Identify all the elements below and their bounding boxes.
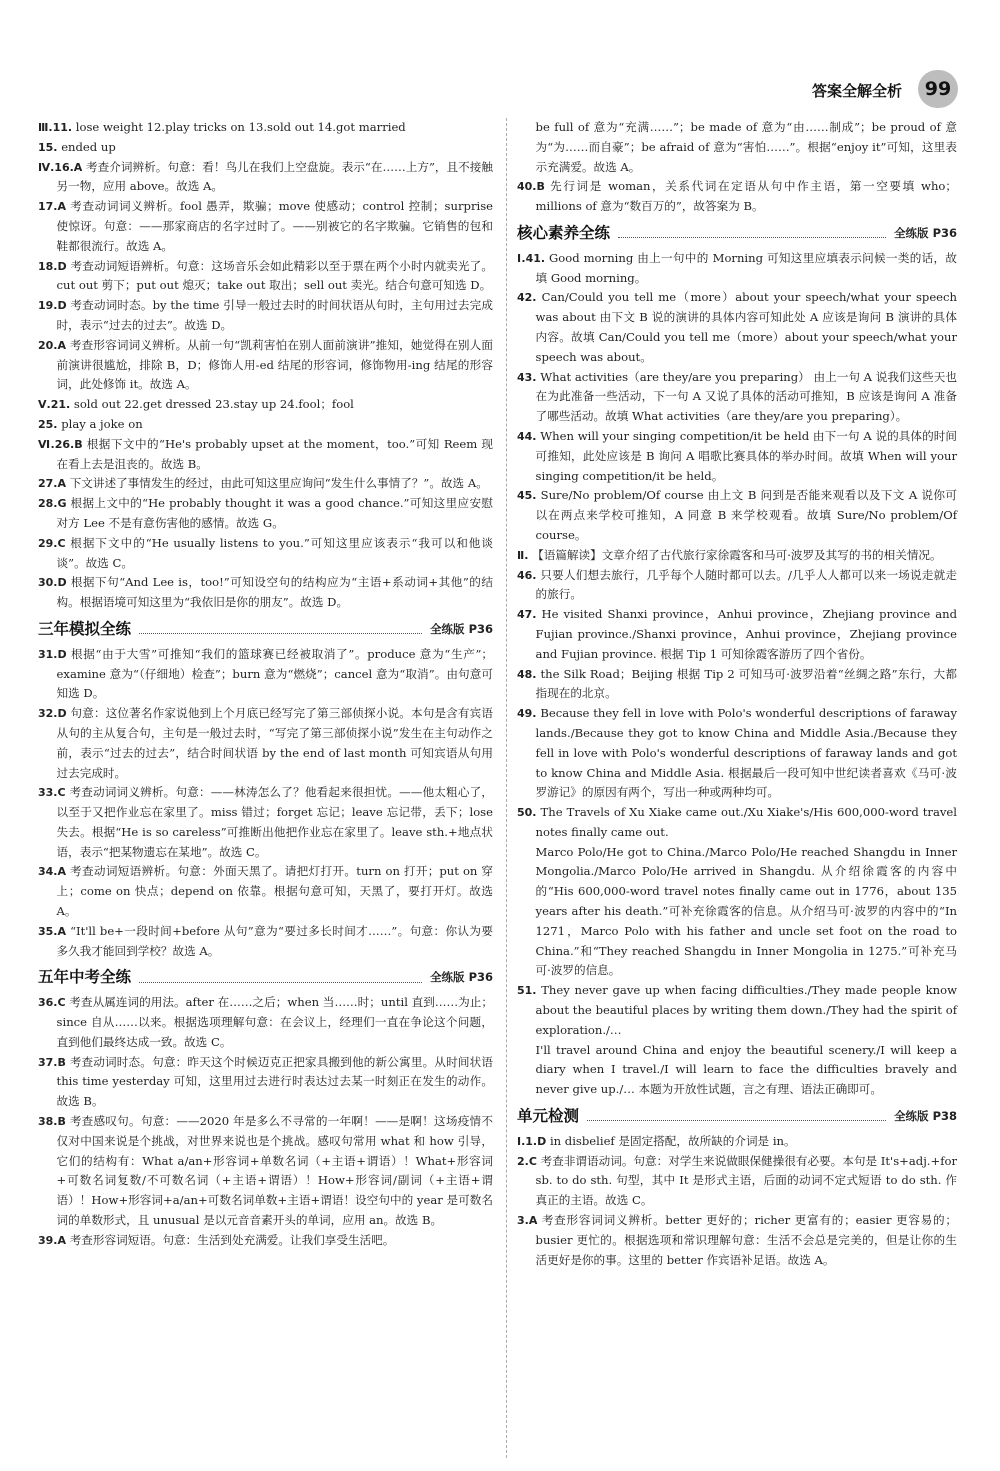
answer-number: 50.: [517, 806, 537, 820]
answer-text: 考查感叹句。句意：——2020 年是多么不寻常的一年啊！——是啊！这场疫情不仅对中国来说是个挑战，对世界来说也是个挑战。感叹句常用 what 和 how 引导，它们的结构有：What a/an+形容词+单数名词（+主语+谓语）！What+形容词+可数名词复数/不可数名词（+主语+谓语）！How+形容词/副词（+主语+谓语）！How+形容词+a/an+可数名词单数+主语+谓语！设空句中的 year 是可数名词的单数形式，且 unusual 是以元音音素开头的单词，应用 an。故选 B。: [56, 1114, 493, 1228]
answer-number: 28.G: [38, 497, 67, 511]
answer-number: 46.: [517, 568, 537, 582]
answer-text: When will your singing competition/it be held 由下一句 A 说的具体的时间可推知，此处应该是 B 询问 A 唱歌比赛具体的举办时间。故填 When will your singing competition/it be held。: [535, 428, 957, 483]
section-rule: [139, 625, 422, 634]
section-heading: [517, 1107, 957, 1127]
answer-item: [38, 138, 493, 158]
answer-item: [38, 336, 493, 395]
answer-number: 40.B: [517, 180, 545, 194]
answer-number: 32.D: [38, 707, 67, 721]
answer-item: [38, 435, 493, 475]
section-title: 单元检测: [517, 1107, 580, 1126]
answer-item: [38, 534, 493, 574]
header-title: 答案全解全析: [812, 82, 903, 100]
answer-item: [517, 249, 957, 289]
answer-number: 15.: [38, 140, 58, 154]
answer-item: [38, 158, 493, 198]
answer-item: [517, 981, 957, 1040]
answer-text: Can/Could you tell me（more）about your speech/what your speech was about 由下文 B 说的演讲的具体内容可知此处 A 应该是询问 B 演讲的具体内容。故填 Can/Could you tell me（more）about your speech/what your speech was about。: [535, 290, 958, 364]
answer-text: They never gave up when facing difficulties./They made people know about the beautiful places by writing them down./They had the spirit of exploration./…: [535, 983, 957, 1037]
answer-text: 考查动词时态。by the time 引导一般过去时的时间状语从句时，主句用过去完成时，表示“过去的过去”。故选 D。: [56, 298, 493, 332]
section-heading: [38, 968, 493, 988]
answer-item: [38, 1053, 493, 1112]
answer-number: 31.D: [38, 647, 67, 661]
answer-item: [38, 474, 493, 494]
answer-number: 27.A: [38, 477, 66, 491]
answer-item: [517, 1132, 957, 1152]
answer-number: 37.B: [38, 1055, 66, 1069]
continued-text: be full of 意为“充满……”；be made of 意为“由……制成”；be proud of 意为“为……而自豪”；be afraid of 意为“害怕……”。根据“enjoy it”可知，这里表示充满爱。故选 A。: [535, 120, 957, 174]
answer-item: [38, 118, 493, 138]
answer-text: Sure/No problem/Of course 由上文 B 问到是否能来观看以及下文 A 说你可以在两点来学校可推知，A 同意 B 来学校观看。故填 Sure/No problem/Of course。: [535, 488, 957, 542]
answer-item: [38, 862, 493, 921]
answer-number: 38.B: [38, 1115, 66, 1129]
section-title: 五年中考全练: [38, 968, 132, 987]
answer-number: 39.A: [38, 1233, 66, 1247]
answer-number: 43.: [517, 370, 537, 384]
answer-item: [517, 486, 957, 545]
answer-item: [38, 922, 493, 962]
answer-text: 考查形容词词义辨析。better 更好的；richer 更富有的；easier 更容易的；busier 更忙的。根据选项和常识理解句意：生活不会总是完美的，但是让你的生活更好是你的事。这里的 better 作宾语补足语。故选 A。: [535, 1213, 957, 1267]
answer-text: 根据“由于大雪”可推知“我们的篮球赛已经被取消了”。produce 意为“生产”；examine 意为“（仔细地）检查”；burn 意为“燃烧”；cancel 意为“取消”。由句意可知选 D。: [56, 646, 493, 701]
answer-number: 17.A: [38, 200, 66, 214]
answer-text: Good morning 由上一句中的 Morning 可知这里应填表示问候一类的话，故填 Good morning。: [535, 250, 957, 285]
section-ref: 全练版 P36: [430, 621, 493, 636]
answer-item: [38, 573, 493, 613]
answer-number: 25.: [38, 417, 58, 431]
answer-number: 19.D: [38, 299, 67, 313]
answer-item: [38, 494, 493, 534]
answer-number: 18.D: [38, 259, 67, 273]
answer-text: “It'll be+一段时间+before 从句”意为“要过多长时间才……”。句意：你认为要多久我才能回到学校？故选 A。: [56, 923, 493, 958]
answer-item: [38, 1231, 493, 1251]
answer-text: in disbelief 是固定搭配，故所缺的介词是 in。: [549, 1133, 796, 1148]
answer-number: Ⅴ.21.: [38, 398, 71, 412]
section-title: 核心素养全练: [517, 223, 611, 242]
answer-item: [517, 288, 957, 367]
column-divider: [506, 118, 507, 1458]
answer-text: 考查介词辨析。句意：看！鸟儿在我们上空盘旋。表示“在……上方”，且不接触另一物，应用 above。故选 A。: [56, 159, 494, 194]
answer-item: [38, 296, 493, 336]
answer-number: Ⅲ.11.: [38, 121, 73, 134]
answer-number: Ⅰ.1.D: [517, 1134, 547, 1148]
answer-text: 考查形容词词义辨析。从前一句“凯莉害怕在别人面前演讲”推知，她觉得在别人面前演讲很尴尬，排除 B，D；修饰人用-ed 结尾的形容词，修饰物用-ing 结尾的形容词，此处修饰 it。故选 A。: [56, 337, 494, 392]
answer-number: 33.C: [38, 786, 66, 800]
answer-number: 2.C: [517, 1154, 537, 1168]
answer-item: [38, 395, 493, 415]
left-column: [38, 118, 493, 1251]
answer-continuation: I'll travel around China and enjoy the beautiful scenery./I will keep a diary when I travel./I will learn to face the difficulties bravely and never give up./… 本题为开放性试题，言之有理、语法正确即可。: [535, 1042, 957, 1097]
answer-text: 考查非谓语动词。句意：对学生来说做眼保健操很有必要。本句是 It's+adj.+for sb. to do sth. 句型，其中 It 是形式主语，后面的动词不定式短语 to do sth. 作真正的主语。故选 C。: [535, 1153, 958, 1208]
answer-item: [38, 1112, 493, 1231]
answer-item: [517, 368, 957, 427]
answer-text: 考查动词词义辨析。句意：——林涛怎么了？他看起来很担忧。——他太粗心了，以至于又把作业忘在家里了。miss 错过；forget 忘记；leave 忘记带，丢下；lose 失去。根据“He is so careless”可推断出他把作业忘在家里了。leave sth.+地点状语，表示“把某物遗忘在某地”。故选 C。: [56, 785, 493, 859]
answer-number: 35.A: [38, 924, 66, 938]
answer-text: 考查动词时态。句意：昨天这个时候迈克正把家具搬到他的新公寓里。从时间状语 this time yesterday 可知，这里用过去进行时表达过去某一时刻正在发生的动作。故选 B。: [56, 1054, 493, 1109]
answer-text: 只要人们想去旅行，几乎每个人随时都可以去。/几乎人人都可以来一场说走就走的旅行。: [535, 567, 957, 602]
right-column: [517, 118, 957, 1270]
answer-text: 下文讲述了事情发生的经过，由此可知这里应询问“发生什么事情了？”。故选 A。: [69, 476, 488, 491]
answer-number: 3.A: [517, 1214, 538, 1228]
answer-number: Ⅳ.16.A: [38, 160, 83, 174]
answer-item: [517, 704, 957, 803]
answer-text: play a joke on: [61, 416, 143, 431]
section-rule: [139, 974, 422, 983]
answer-text: ended up: [61, 139, 116, 154]
answer-number: 20.A: [38, 338, 66, 352]
answer-item: [517, 803, 957, 843]
page-number: 99: [918, 70, 958, 108]
answer-text: 句意：这位著名作家说他到上个月底已经写完了第三部侦探小说。本句是含有宾语从句的主从复合句，主句是一般过去时，“写完了第三部侦探小说”发生在主句动作之前，表示“过去的过去”，结合时间状语 by the end of last month 可知宾语从句用过去完成时。: [56, 706, 493, 780]
section-ref: 全练版 P36: [894, 225, 957, 240]
answer-item: [38, 257, 493, 297]
section-heading: [38, 620, 493, 640]
answer-text: What activities（are they/are you preparing） 由上一句 A 说我们这些天也在为此准备一些活动，下一句 A 又说了具体的活动可推知，B 应该是询问 A 准备了哪些活动。故填 What activities（are they/are you preparing）。: [535, 369, 957, 424]
section-rule: [587, 1112, 886, 1121]
answer-number: 36.C: [38, 996, 66, 1010]
answer-text: 根据下句“And Lee is，too!”可知设空句的结构应为“主语+系动词+其他”的结构。根据语境可知这里为“我依旧是你的朋友”。故选 D。: [56, 575, 493, 610]
answer-item: [38, 993, 493, 1052]
answer-number: 34.A: [38, 865, 66, 879]
section-title: 三年模拟全练: [38, 619, 132, 638]
answer-item: [517, 605, 957, 664]
answer-item: [517, 665, 957, 705]
answer-item: [38, 645, 493, 704]
answer-text: 【语篇解读】文章介绍了古代旅行家徐霞客和马可·波罗及其写的书的相关情况。: [532, 547, 942, 562]
answer-text: He visited Shanxi province，Anhui province，Zhejiang province and Fujian province./Shanxi province，Anhui province，Zhejiang province and Fujian province. 根据 Tip 1 可知徐霞客游历了四个省份。: [535, 607, 958, 661]
answer-number: 51.: [517, 984, 537, 998]
answer-number: 48.: [517, 667, 537, 681]
answer-item: [517, 1152, 957, 1211]
answer-item: [38, 704, 493, 783]
answer-text: Because they fell in love with Polo's wonderful descriptions of faraway lands./Because they got to know China and Middle Asia./Because they fell in love with Polo's wonderful descriptions of faraway lands and got to know China and Middle Asia. 根据最后一段可知中世纪读者喜欢《马可·波罗游记》的原因有两个，写出一种或两种均可。: [535, 706, 958, 800]
section-rule: [618, 229, 886, 238]
answer-text: 考查从属连词的用法。after 在……之后；when 当……时；until 直到……为止；since 自从……以来。根据选项理解句意：在会议上，经理们一直在争论这个问题，直到他们最终达成一致。故选 C。: [56, 995, 493, 1049]
answer-number: 45.: [517, 489, 537, 503]
answer-number: 29.C: [38, 536, 66, 550]
answer-text: 考查形容词短语。句意：生活到处充满爱。让我们享受生活吧。: [69, 1232, 395, 1247]
answer-item: [38, 783, 493, 862]
answer-number: 47.: [517, 608, 537, 622]
answer-text: the Silk Road；Beijing 根据 Tip 2 可知马可·波罗沿着“丝绸之路”东行，大都指现在的北京。: [535, 666, 957, 701]
answer-item: [38, 415, 493, 435]
answer-item: [517, 427, 957, 486]
answer-text: 先行词是 woman，关系代词在定语从句中作主语，第一空要填 who；millions of 意为“数百万的”，故答案为 B。: [535, 179, 957, 214]
section-heading: [517, 224, 957, 244]
answer-item: [38, 197, 493, 256]
answer-number: 49.: [517, 707, 537, 721]
answer-number: Ⅰ.41.: [517, 251, 546, 265]
answer-item: [517, 546, 957, 566]
answer-text: 考查动词短语辨析。句意：这场音乐会如此精彩以至于票在两个小时内就卖光了。cut out 剪下；put out 熄灭；take out 取出；sell out 卖光。结合句意可知选 D。: [56, 258, 493, 293]
answer-item: [517, 1211, 957, 1270]
answer-number: 30.D: [38, 576, 67, 590]
section-ref: 全练版 P36: [430, 970, 493, 985]
answer-text: 考查动词短语辨析。句意：外面天黑了。请把灯打开。turn on 打开；put on 穿上；come on 快点；depend on 依靠。根据句意可知，天黑了，要打开灯。故选 A。: [56, 864, 494, 919]
answer-number: 44.: [517, 429, 537, 443]
answer-text: 考查动词词义辨析。fool 愚弄，欺骗；move 使感动；control 控制；surprise 使惊讶。句意：——那家商店的名字过时了。——别被它的名字欺骗。它销售的包和鞋都很流行。故选 A。: [56, 199, 494, 253]
answer-item: [517, 177, 957, 217]
answer-text: 根据下文中的“He's probably upset at the moment，too.”可知 Reem 现在看上去是沮丧的。故选 B。: [56, 436, 494, 471]
section-ref: 全练版 P38: [894, 1109, 957, 1124]
answer-number: Ⅱ.: [517, 548, 529, 562]
answer-text: The Travels of Xu Xiake came out./Xu Xiake's/His 600,000-word travel notes finally came out.: [535, 805, 958, 839]
answer-item: [517, 566, 957, 606]
answer-text: 根据下文中的“He usually listens to you.”可知这里应该表示“我可以和他谈谈”。故选 C。: [56, 535, 493, 570]
answer-number: Ⅵ.26.B: [38, 437, 83, 451]
answer-text: sold out 22.get dressed 23.stay up 24.fool；fool: [73, 397, 354, 412]
answer-text: lose weight 12.play tricks on 13.sold out 14.got married: [75, 120, 406, 134]
answer-number: 42.: [517, 291, 537, 305]
answer-continuation: Marco Polo/He got to China./Marco Polo/He reached Shangdu in Inner Mongolia./Marco Polo/He arrived in Shangdu. 从介绍徐霞客的内容中的“His 600,000-word travel notes finally came out in 1776，about 135 years after his death.”可补充徐霞客的信息。从介绍马可·波罗的内容中的“In 1271，Marco Polo with his father and uncle set foot on the road to China.”和“They reached Shangdu in Inner Mongolia in 1275.”可补充马可·波罗的信息。: [535, 844, 957, 978]
answer-text: 根据上文中的“He probably thought it was a good chance.”可知这里应安慰对方 Lee 不是有意伤害他的感情。故选 G。: [56, 496, 493, 530]
